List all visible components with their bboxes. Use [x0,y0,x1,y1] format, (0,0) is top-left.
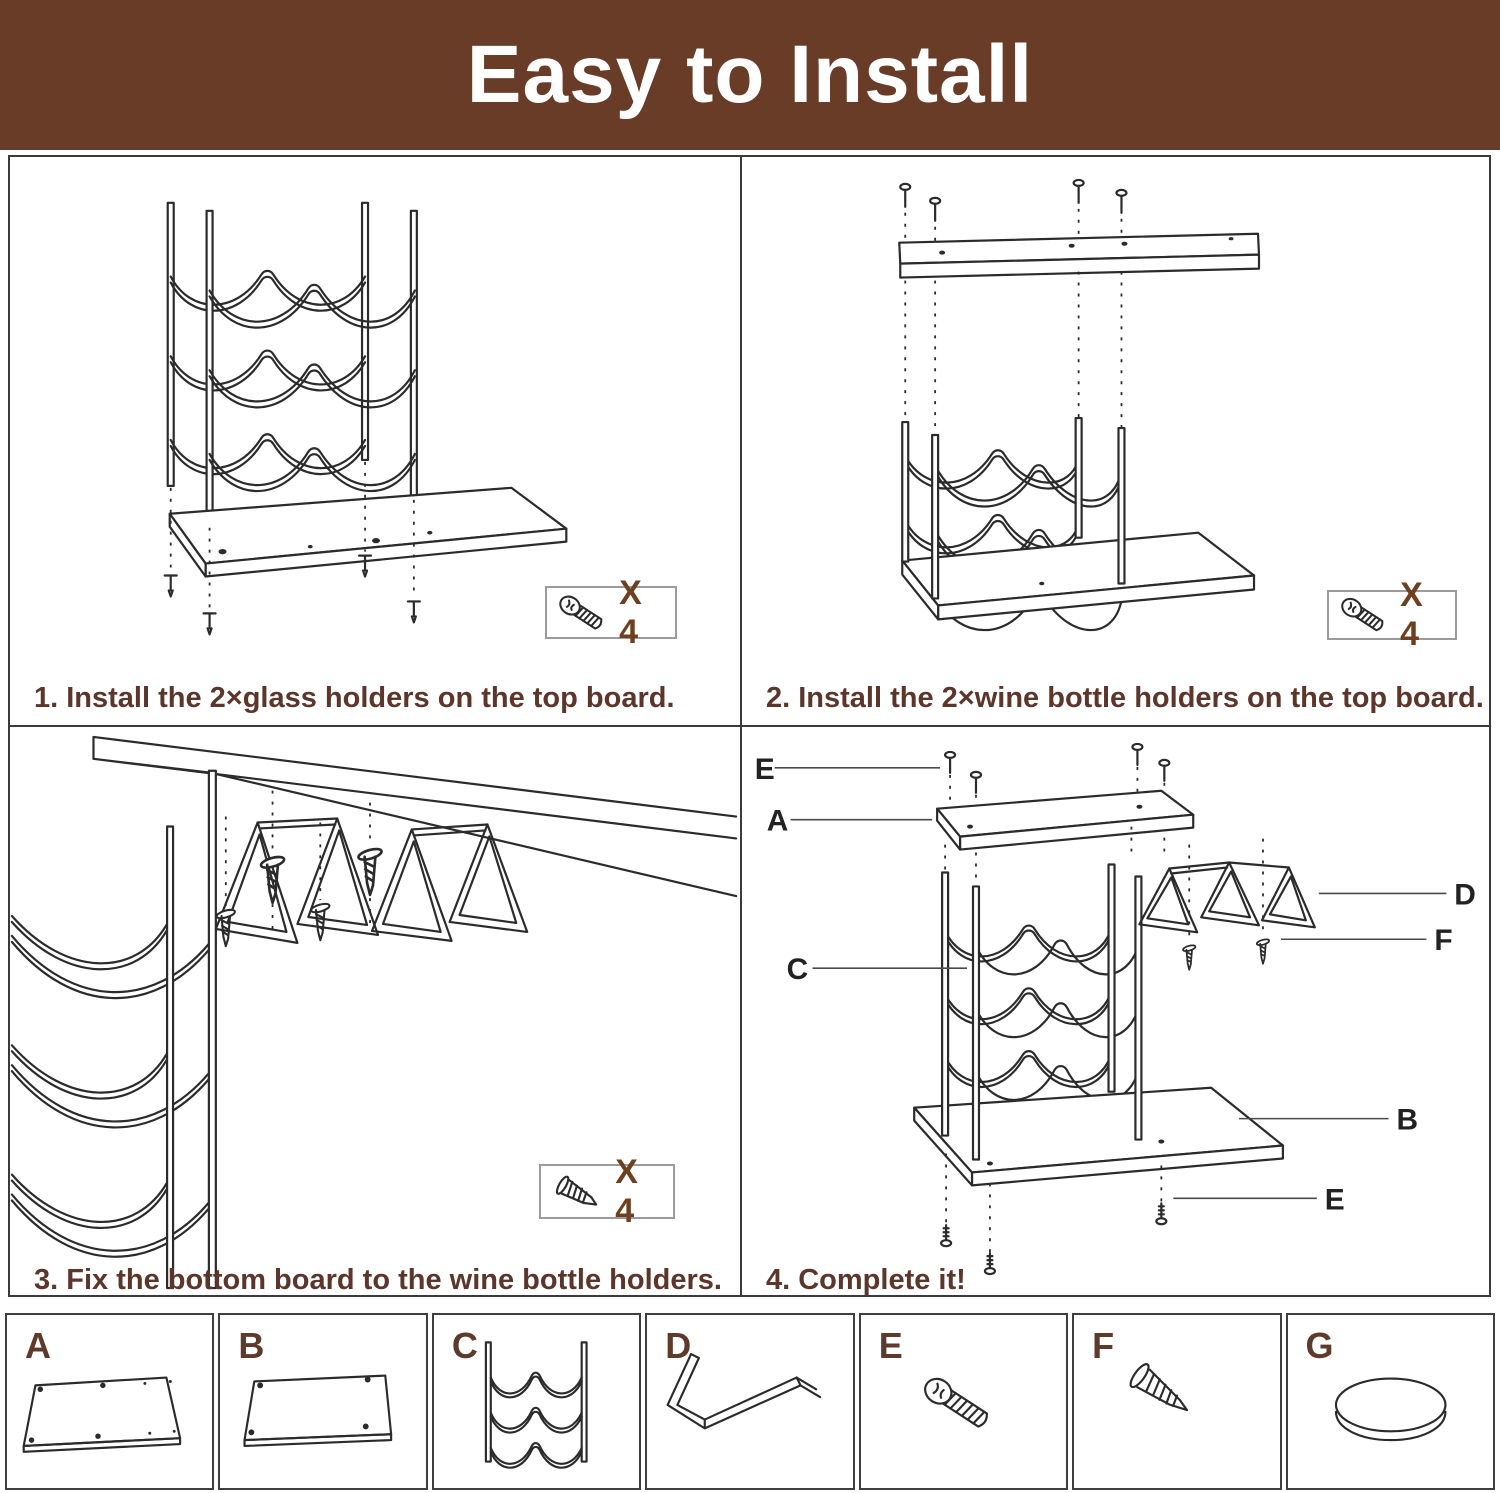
round-pad-icon [1288,1315,1493,1488]
step-panel-4 [742,727,1489,1295]
instruction-grid [8,155,1491,1297]
callout-label-d: D [1454,878,1476,912]
part-letter: G [1305,1325,1334,1366]
step-panel-3 [10,727,742,1295]
part-box-a [5,1313,214,1490]
top-board [93,737,736,896]
part-box-f [1072,1313,1281,1490]
bottom-board [170,488,567,577]
step-caption: 1. Install the 2×glass holders on the top board. [34,682,675,714]
bottom-board [914,1088,1283,1186]
screw-count-badge [545,573,677,651]
screw-count-label: X 4 [1400,576,1423,653]
wine-rack-frame-icon [434,1315,639,1488]
glass-holder-rail-icon [647,1315,852,1488]
part-box-b [218,1313,427,1490]
header-banner [0,0,1500,150]
step-caption: 3. Fix the bottom board to the wine bottle holders. [34,1264,722,1296]
part-letter: B [238,1325,265,1366]
part-letter: D [665,1325,692,1366]
wood-screw-icon [551,1169,605,1215]
screw-count-badge [1327,576,1457,653]
part-box-d [645,1313,854,1490]
step-panel-2 [742,157,1489,727]
wine-bottle-holder-frames [168,203,417,526]
step4-exploded-diagram [742,727,1489,1295]
part-box-e [859,1313,1068,1490]
machine-bolt-icon [861,1315,1066,1488]
part-letter: F [1092,1325,1115,1366]
part-box-g [1286,1313,1495,1490]
callout-label-e-bottom: E [1324,1183,1345,1217]
step-caption: 4. Complete it! [766,1264,966,1296]
part-letter: C [451,1325,478,1366]
machine-bolt-icon [1339,593,1390,637]
top-board [899,234,1259,278]
callout-label-e-top: E [754,752,775,786]
screw-count-label: X 4 [615,1152,638,1230]
callout-label-a: A [766,804,789,838]
step-caption: 2. Install the 2×wine bottle holders on the top board. [766,682,1484,714]
parts-list-row [5,1313,1495,1490]
top-board [937,791,1193,850]
callout-label-f: F [1434,924,1453,958]
callout-label-c: C [786,953,809,987]
screw-count-badge [539,1152,675,1230]
bottom-board-icon [220,1315,425,1488]
step-panel-1 [10,157,742,727]
callout-label-b: B [1396,1103,1419,1137]
top-board-icon [7,1315,212,1488]
page-title: Easy to Install [466,29,1034,120]
part-box-c [432,1313,641,1490]
machine-bolt-icon [557,590,609,636]
part-letter: E [878,1325,903,1366]
screw-count-label: X 4 [619,573,642,651]
part-letter: A [25,1325,51,1366]
wood-screw-icon [1074,1315,1279,1488]
glass-holders [1139,863,1314,970]
wall-rack-left [12,771,216,1288]
